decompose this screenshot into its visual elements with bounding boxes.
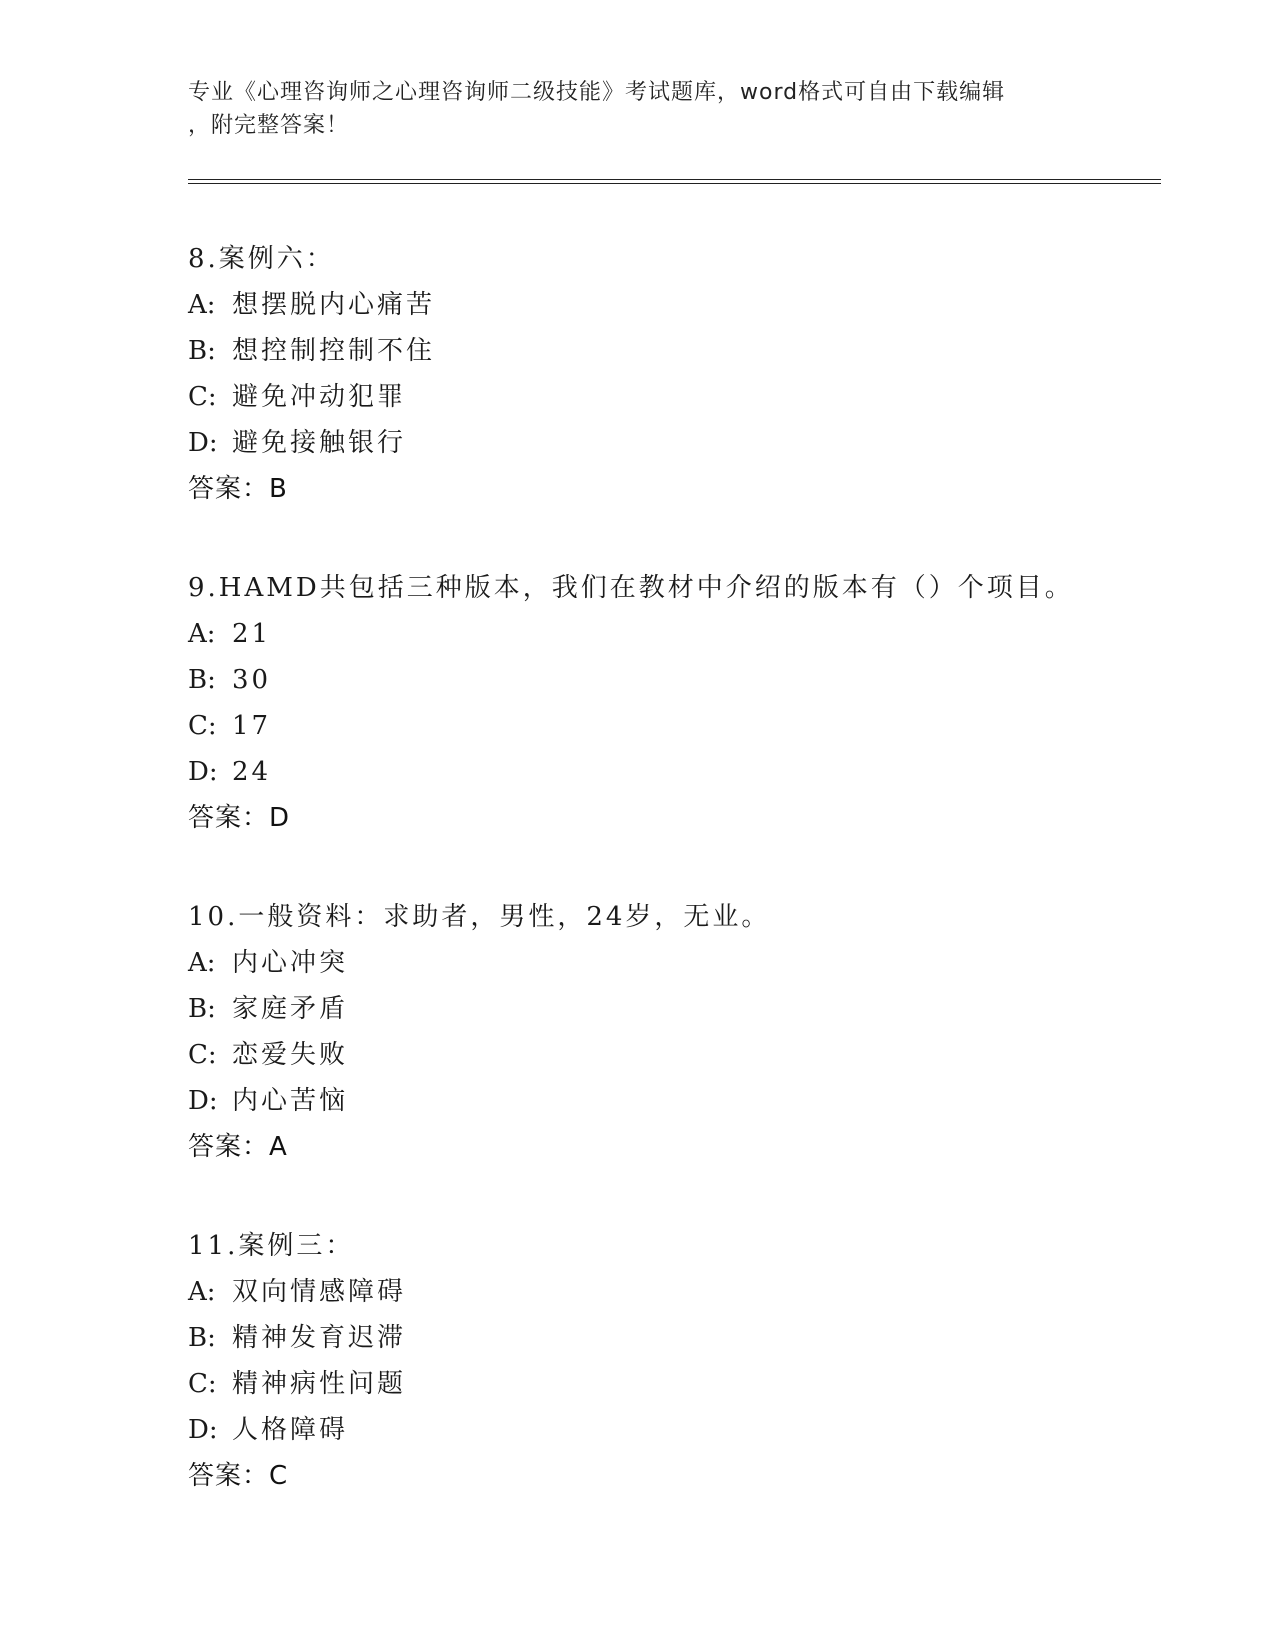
option-letter: A:: [188, 948, 216, 978]
header-divider-top: [188, 179, 1161, 180]
option-letter: D:: [188, 1415, 218, 1445]
document-header: [188, 76, 1088, 142]
answer-line: 答案：A: [188, 1132, 288, 1162]
question-item: [188, 1223, 1148, 1499]
option-b: [188, 986, 1148, 1032]
option-letter: B:: [188, 665, 216, 695]
option-text: 想控制控制不住: [232, 336, 436, 366]
option-letter: A:: [188, 619, 216, 649]
option-d: [188, 1407, 1148, 1453]
option-letter: B:: [188, 336, 216, 366]
question-title: 11.案例三：: [188, 1231, 355, 1261]
option-text: 家庭矛盾: [232, 994, 349, 1024]
option-letter: B:: [188, 1323, 216, 1353]
option-text: 双向情感障碍: [232, 1277, 407, 1307]
option-d: [188, 420, 1148, 466]
option-d: [188, 749, 1148, 795]
option-a: [188, 1269, 1148, 1315]
option-c: [188, 1361, 1148, 1407]
option-c: [188, 703, 1148, 749]
option-text: 内心冲突: [232, 948, 349, 978]
header-line-1: 专业《心理咨询师之心理咨询师二级技能》考试题库，word格式可自由下载编辑: [188, 80, 1006, 105]
option-letter: D:: [188, 1086, 218, 1116]
option-letter: C:: [188, 711, 217, 741]
question-title: 8.案例六：: [188, 244, 335, 274]
option-a: [188, 940, 1148, 986]
header-divider-bottom: [188, 183, 1161, 184]
option-letter: D:: [188, 757, 218, 787]
option-letter: A:: [188, 290, 216, 320]
question-item: [188, 236, 1148, 512]
option-text: 避免冲动犯罪: [232, 382, 407, 412]
option-b: [188, 1315, 1148, 1361]
option-text: 想摆脱内心痛苦: [232, 290, 436, 320]
option-c: [188, 374, 1148, 420]
option-letter: A:: [188, 1277, 216, 1307]
question-title: 9.HAMD共包括三种版本，我们在教材中介绍的版本有（）个项目。: [188, 573, 1074, 603]
option-text: 恋爱失败: [232, 1040, 349, 1070]
option-letter: D:: [188, 428, 218, 458]
question-item: [188, 894, 1148, 1170]
question-title: 10.一般资料：求助者，男性，24岁，无业。: [188, 902, 771, 932]
option-c: [188, 1032, 1148, 1078]
option-letter: B:: [188, 994, 216, 1024]
option-d: [188, 1078, 1148, 1124]
answer-line: 答案：D: [188, 803, 291, 833]
option-text: 精神病性问题: [232, 1369, 407, 1399]
option-text: 精神发育迟滞: [232, 1323, 407, 1353]
option-b: [188, 328, 1148, 374]
answer-line: 答案：C: [188, 1461, 289, 1491]
option-text: 21: [232, 619, 272, 649]
header-line-2: ，附完整答案！: [188, 113, 350, 138]
option-a: [188, 282, 1148, 328]
option-letter: C:: [188, 1040, 217, 1070]
option-letter: C:: [188, 382, 217, 412]
option-b: [188, 657, 1148, 703]
option-a: [188, 611, 1148, 657]
option-text: 24: [232, 757, 272, 787]
question-item: [188, 565, 1148, 841]
answer-line: 答案：B: [188, 474, 288, 504]
option-text: 30: [232, 665, 272, 695]
option-text: 内心苦恼: [232, 1086, 349, 1116]
option-letter: C:: [188, 1369, 217, 1399]
option-text: 人格障碍: [232, 1415, 349, 1445]
option-text: 17: [232, 711, 272, 741]
option-text: 避免接触银行: [232, 428, 407, 458]
question-list: [188, 236, 1148, 1552]
